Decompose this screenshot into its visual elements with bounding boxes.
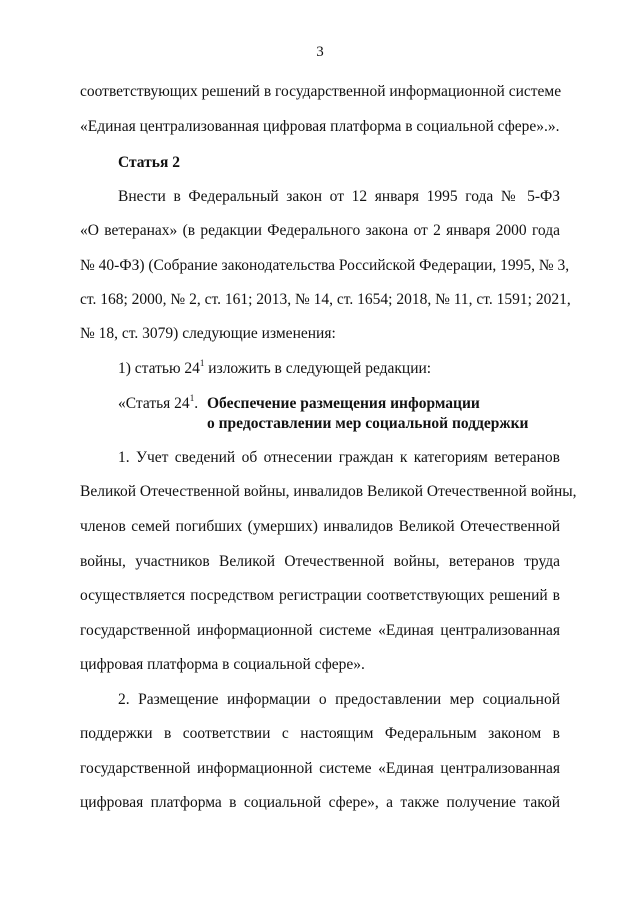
paragraph-1-line: государственной информационной системе «Единая централизованная — [80, 622, 560, 639]
paragraph-1-line: войны, участников Великой Отечественной войны, ветеранов труда — [80, 553, 560, 570]
item-1-suffix: изложить в следующей редакции: — [204, 360, 432, 377]
article-24-1-label-superscript: 1 — [189, 393, 195, 403]
intro-line: соответствующих решений в государственной информационной системе — [80, 83, 562, 100]
paragraph-1-line: Великой Отечественной войны, инвалидов Великой Отечественной войны, — [80, 483, 577, 500]
page-number: 3 — [316, 44, 324, 60]
article-24-1-title-line-1: Обеспечение размещения информации — [207, 395, 480, 412]
paragraph-1-line: членов семей погибших (умерших) инвалидов Великой Отечественной — [80, 518, 560, 535]
paragraph-1-line: цифровая платформа в социальной сфере». — [80, 656, 365, 673]
item-1-line — [118, 359, 431, 379]
article-2-line: «О ветеранах» (в редакции Федерального закона от 2 января 2000 года — [80, 222, 560, 239]
article-24-1-label-dot: . — [194, 395, 199, 412]
paragraph-2-line: 2. Размещение информации о предоставлении мер социальной — [118, 691, 560, 708]
paragraph-2-line: поддержки в соответствии с настоящим Федеральным законом в — [80, 725, 560, 742]
article-24-1-label — [118, 394, 198, 414]
paragraph-2-line: государственной информационной системе «Единая централизованная — [80, 760, 560, 777]
article-2-line: ст. 168; 2000, № 2, ст. 161; 2013, № 14, ст. 1654; 2018, № 11, ст. 1591; 2021, — [80, 291, 571, 308]
article-2-line: № 18, ст. 3079) следующие изменения: — [80, 325, 336, 342]
article-2-heading: Статья 2 — [118, 154, 180, 171]
paragraph-1-line: 1. Учет сведений об отнесении граждан к категориям ветеранов — [118, 449, 560, 466]
article-2-line: Внести в Федеральный закон от 12 января 1995 года № 5-ФЗ — [118, 188, 560, 205]
article-24-1-title-line-2: о предоставлении мер социальной поддержки — [207, 415, 529, 432]
item-1-prefix: 1) статью 24 — [118, 360, 200, 377]
article-24-1-label-text: «Статья 24 — [118, 395, 190, 412]
article-2-line: № 40-ФЗ) (Собрание законодательства Российской Федерации, 1995, № 3, — [80, 257, 570, 274]
paragraph-1-line: осуществляется посредством регистрации соответствующих решений в — [80, 587, 560, 604]
paragraph-2-line: цифровая платформа в социальной сфере», а также получение такой — [80, 794, 560, 811]
intro-line: «Единая централизованная цифровая платформа в социальной сфере».». — [80, 118, 560, 135]
item-1-superscript: 1 — [199, 358, 205, 368]
